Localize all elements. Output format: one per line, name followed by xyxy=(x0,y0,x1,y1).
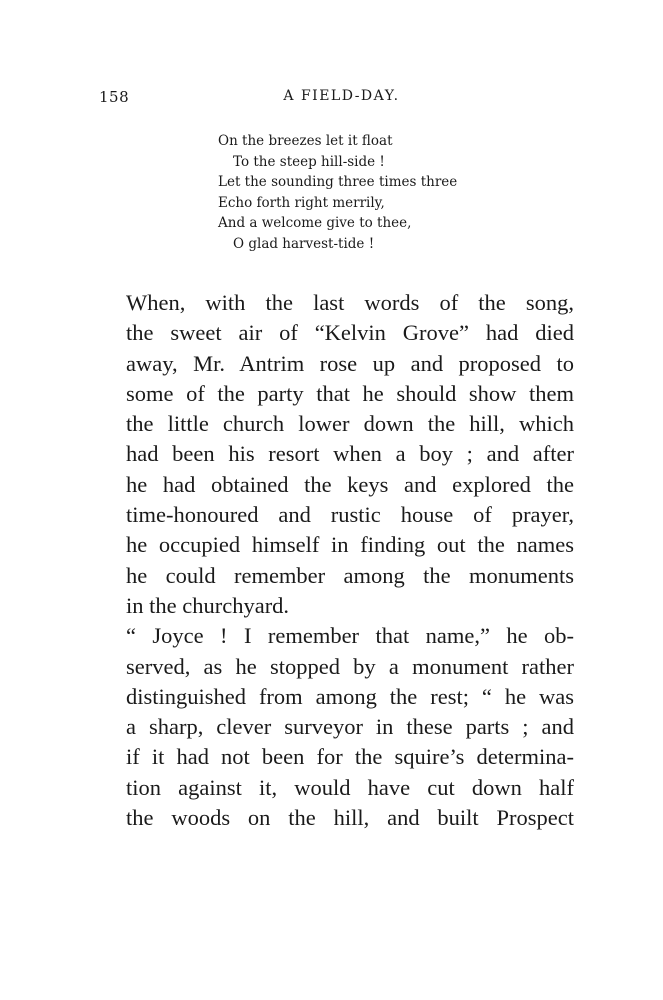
poem-line: Echo forth right merrily, xyxy=(218,194,385,211)
page-number: 158 xyxy=(99,88,130,106)
poem-line: O glad harvest-tide ! xyxy=(233,235,375,252)
text-line: away, Mr. Antrim rose up and proposed to xyxy=(126,350,574,376)
text-line: the woods on the hill, and built Prospect xyxy=(126,805,574,831)
text-line: he could remember among the monuments xyxy=(126,562,574,588)
poem-line: And a welcome give to thee, xyxy=(218,215,412,231)
text-line: When, with the last words of the song, xyxy=(126,290,574,315)
text-line: he had obtained the keys and explored the xyxy=(126,471,574,497)
text-line: a sharp, clever surveyor in these parts ; and xyxy=(126,714,574,740)
text-line: distinguished from among the rest; “ he was xyxy=(126,683,574,709)
text-line: the little church lower down the hill, which xyxy=(126,411,574,437)
poem-line: Let the sounding three times three xyxy=(218,174,458,190)
text-line: if it had not been for the squire’s determina- xyxy=(126,744,574,770)
text-line: the sweet air of “Kelvin Grove” had died xyxy=(126,320,574,346)
text-line: time-honoured and rustic house of prayer, xyxy=(126,502,574,528)
text-line: served, as he stopped by a monument rather xyxy=(126,653,574,679)
page-title: A FIELD-DAY. xyxy=(283,88,400,104)
poem-line: To the steep hill-side ! xyxy=(233,153,385,170)
text-line: in the churchyard. xyxy=(126,592,290,618)
text-line: tion against it, would have cut down half xyxy=(126,774,574,800)
text-line: some of the party that he should show them xyxy=(126,380,574,406)
running-head xyxy=(99,88,574,110)
text-line: he occupied himself in finding out the names xyxy=(126,532,574,558)
text-line: “ Joyce ! I remember that name,” he ob- xyxy=(126,623,574,649)
text-line: had been his resort when a boy ; and after xyxy=(126,441,574,467)
poem-line: On the breezes let it float xyxy=(218,133,393,149)
poem-stanza xyxy=(218,131,457,254)
body-text xyxy=(126,288,574,833)
